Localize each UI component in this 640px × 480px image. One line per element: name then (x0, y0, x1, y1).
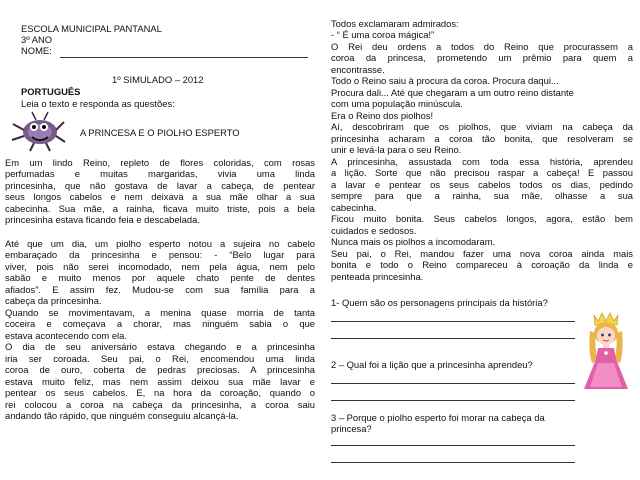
story-line: cabecinha. Sua mãe, a rainha, ficava muito triste, pois a bela (5, 203, 315, 214)
story-line: cuidados e sedosos. (331, 225, 417, 236)
name-label: NOME: (21, 45, 52, 56)
story-line: A princesinha, assustada com toda essa história, aprendeu (331, 156, 633, 167)
story-line: princesinha acharam a coroa tão bonita, que resolveram se (331, 133, 633, 144)
answer-line[interactable] (331, 338, 575, 339)
grade-label: 3º ANO (21, 34, 53, 45)
instruction-text: Leia o texto e responda as questões: (21, 98, 175, 109)
story-line: com uma população minúscula. (331, 98, 463, 109)
story-title: A PRINCESA E O PIOLHO ESPERTO (80, 127, 240, 138)
story-line: a lavar e pentear os seus cabelos todos os dias, pedindo (331, 179, 633, 190)
story-line: Nunca mais os piolhos a incomodaram. (331, 236, 496, 247)
story-line: penteada princesinha. (331, 271, 424, 282)
story-line: embaraçado da princesinha e pensou: - “Belo lugar para (5, 249, 315, 260)
story-line: afiados”. E assim fez. Mudou-se com sua família para a (5, 284, 315, 295)
story-line: Em um lindo Reino, repleto de flores coloridas, com rosas (5, 157, 315, 168)
story-line: O dia de seu aniversário estava chegando e a princesinha (5, 341, 315, 352)
story-line: Seu pai, o Rei, mandou fazer uma nova coroa ainda mais (331, 248, 633, 259)
story-line: Todos exclamaram admirados: (331, 18, 459, 29)
story-line: Procura dali... Até que chegaram a um outro reino distante (331, 87, 574, 98)
story-line: Era o Reino dos piolhos! (331, 110, 434, 121)
princess-illustration (580, 311, 632, 391)
story-line: perfumadas e muitas margaridas, vivia uma linda (5, 168, 315, 179)
louse-illustration (10, 110, 66, 152)
story-line: Todo o Reino saiu à procura da coroa. Procura daqui... (331, 75, 559, 86)
story-line: - “ É uma coroa mágica!” (331, 29, 435, 40)
question-1: 1- Quem são os personagens principais da história? (331, 297, 548, 308)
story-line: Até que um dia, um piolho esperto notou a sujeira no cabelo (5, 238, 315, 249)
answer-line[interactable] (331, 383, 575, 384)
story-line: estava acontecendo com ela. (5, 330, 127, 341)
story-line: coceira e começava a chorar, mas ninguém sabia o que (5, 318, 315, 329)
story-line: andando tão rápido, que ninguém conseguiu alcançá-la. (5, 410, 239, 421)
name-field-line[interactable] (60, 57, 308, 58)
story-line: pentear os seus cabelos. E, na hora da coroação, quando o (5, 387, 315, 398)
story-line: unir e levá-la para o seu Reino. (331, 144, 462, 155)
story-line: coroa da princesa, prometendo um prêmio para quem a (331, 52, 633, 63)
story-line: viver, pois não serei incomodado, nem pela água, nem pelo (5, 261, 315, 272)
answer-line[interactable] (331, 445, 575, 446)
story-line: encontrasse. (331, 64, 385, 75)
story-line: O Rei deu ordens a todos do Reino que procurassem a (331, 41, 633, 52)
question-3-continued: princesa? (331, 423, 372, 434)
story-line: coroa de ouro, coberta de pedras preciosas. A princesinha (5, 364, 315, 375)
question-3: 3 – Porque o piolho esperto foi morar na cabeça da (331, 412, 545, 423)
story-line: sabão e muito menos por aquele chato pente de dentes (5, 272, 315, 283)
story-line: iria ser coroada. Seu pai, o Rei, encomendou uma linda (5, 353, 315, 364)
story-line: a lição. Sorte que não precisou raspar a cabeça! E passou (331, 167, 633, 178)
story-line: estava muito feliz, mas nem assim deixou sua mãe lavar e (5, 376, 315, 387)
story-line: rei colocou a coroa na cabeça da princesinha, a coroa saiu (5, 399, 315, 410)
story-line: sempre para que a rainha, sua mãe, olhasse a sua (331, 190, 633, 201)
story-line: Aí, descobriram que os piolhos, que viviam na cabeça da (331, 121, 633, 132)
answer-line[interactable] (331, 400, 575, 401)
story-line: princesinha, que não gostava de lavar a cabeça, de pentear (5, 180, 315, 191)
story-line: Quando se movimentavam, a menina quase morria de tanta (5, 307, 315, 318)
answer-line[interactable] (331, 462, 575, 463)
story-line: cabeça da princesinha. (5, 295, 102, 306)
answer-line[interactable] (331, 321, 575, 322)
question-2: 2 – Qual foi a lição que a princesinha aprendeu? (331, 359, 533, 370)
exam-title: 1º SIMULADO – 2012 (112, 74, 204, 85)
subject-heading: PORTUGUÊS (21, 86, 81, 97)
story-line: Ficou muito bonita. Seus cabelos longos, agora, estão bem (331, 213, 633, 224)
school-name: ESCOLA MUNICIPAL PANTANAL (21, 23, 162, 34)
story-line: seus longos cabelos e nem deixava a sua mãe olhar a sua (5, 191, 315, 202)
story-line: bonita e todo o Reino compareceu à coroação da linda e (331, 259, 633, 270)
story-line: cabecinha. (331, 202, 377, 213)
story-line: princesinha estava ficando feia e descabelada. (5, 214, 200, 225)
